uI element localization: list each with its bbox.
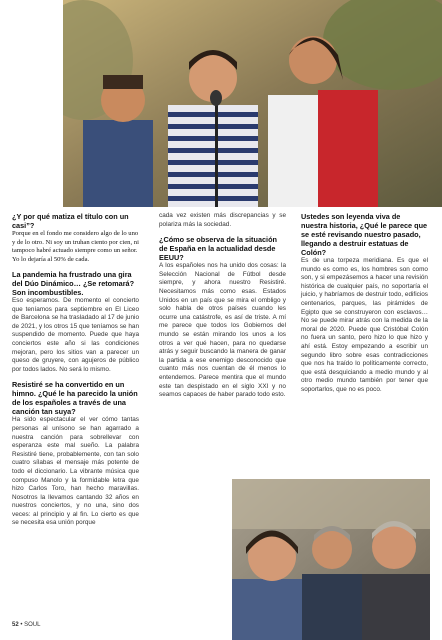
text-column-3 <box>301 212 428 401</box>
text-column-1 <box>12 212 139 534</box>
answer-paragraph: Eso esperamos. De momento el concierto que teníamos para septiembre en El Liceo de Barcelona se ha trasladado al 17 de junio de 2021, y los otros 15 que teníamos se han suspendido de momento. Puede que haya conciertos este año si las condiciones mejoran, pero los sitios van a parecer un queso de gruyere, con agujeros de público por todos lados. No será lo mismo. <box>12 297 139 373</box>
question-heading: Ustedes son leyenda viva de nuestra historia, ¿Qué le parece que se esté revisando nuestro pasado, llegando a destruir estatuas de Colón? <box>301 212 428 257</box>
bottom-photo <box>232 479 430 640</box>
question-heading: ¿Cómo se observa de la situación de España en la actualidad desde EEUU? <box>159 235 278 263</box>
answer-paragraph: cada vez existen más discrepancias y se polariza más la sociedad. <box>159 212 286 228</box>
question-heading: ¿Y por qué matiza el título con un casi”? <box>12 212 129 230</box>
section-name: SOUL <box>24 622 41 628</box>
answer-paragraph: Es de una torpeza meridiana. Es que el mundo es como es, los hombres son como son, y si empezásemos a hacer una revisión histórica de cualquier país, no soportaría el juicio, y habríamos de destruir todo, edificios centenarios, parques, las pirámides de Egipto que se construyeron con esclavos… No se puede mirar atrás con la medida de la moral de 2020. Puede que Cristóbal Colón no fuera un santo, pero hizo lo que hizo y ahí está. Estoy empezando a escribir un segundo libro sobre esas contradicciones que nos ha traído lo políticamente correcto, que está desquiciando a medio mundo y al otro medio mundo también por tener que soportarlos, que no es poco. <box>301 257 428 393</box>
answer-paragraph: Ha sido espectacular el ver cómo tantas personas al unísono se han agarrado a nuestra canción para sobrellevar con esperanza este mal sueño. La palabra Resistiré tiene, probablemente, con tan solo cuatro sílabas el mensaje más potente de todo el diccionario. La vibrante música que compuso Manolo y la formidable letra que hizo Carlos Toro, han hecho maravillas. Nosotros la llevamos cantando 32 años en nuestros conciertos, y no una, sino dos veces: al principio y al fin. Lo cierto es que se necesita esa unión porque <box>12 416 139 527</box>
answer-paragraph: A los españoles nos ha unido dos cosas: la Selección Nacional de Fútbol desde siempre, y ahora nuestro Resistiré. Necesitamos más como esas. Estados Unidos en un país que se mira el ombligo y solo habla de otros países cuando les ocurre una catástrofe, es así de triste. A mí me parece que todos los Gobiernos del mundo se están mirando los unos a los otros a ver qué hacen, para no quedarse atrás y seguir buscando la manera de ganar la partida a ese enemigo desconocido que cuanto más nos cuentan de él menos lo entendemos. Parece mentira que el mundo este tan despistado en el siglo XXI y no seamos capaces de haber parado todo esto. <box>159 262 286 399</box>
answer-paragraph: Porque en el fondo me considero algo de lo uno y de lo otro. Ni soy un truhan ciento por cien, ni tampoco habré actuado siempre como un señor. Yo lo dejaría al 50% de cada. <box>12 230 139 263</box>
question-heading: La pandemia ha frustrado una gira del Dúo Dinámico… ¿Se retomará? Son incombustibles. <box>12 270 135 297</box>
question-heading: Resistiré se ha convertido en un himno. ¿Qué le ha parecido la unión de los españoles a través de una canción tan suya? <box>12 380 138 417</box>
top-photo <box>63 0 442 207</box>
text-column-2 <box>159 212 286 406</box>
page-number: 52 <box>12 622 19 628</box>
page-footer: 52 • SOUL <box>12 622 41 628</box>
